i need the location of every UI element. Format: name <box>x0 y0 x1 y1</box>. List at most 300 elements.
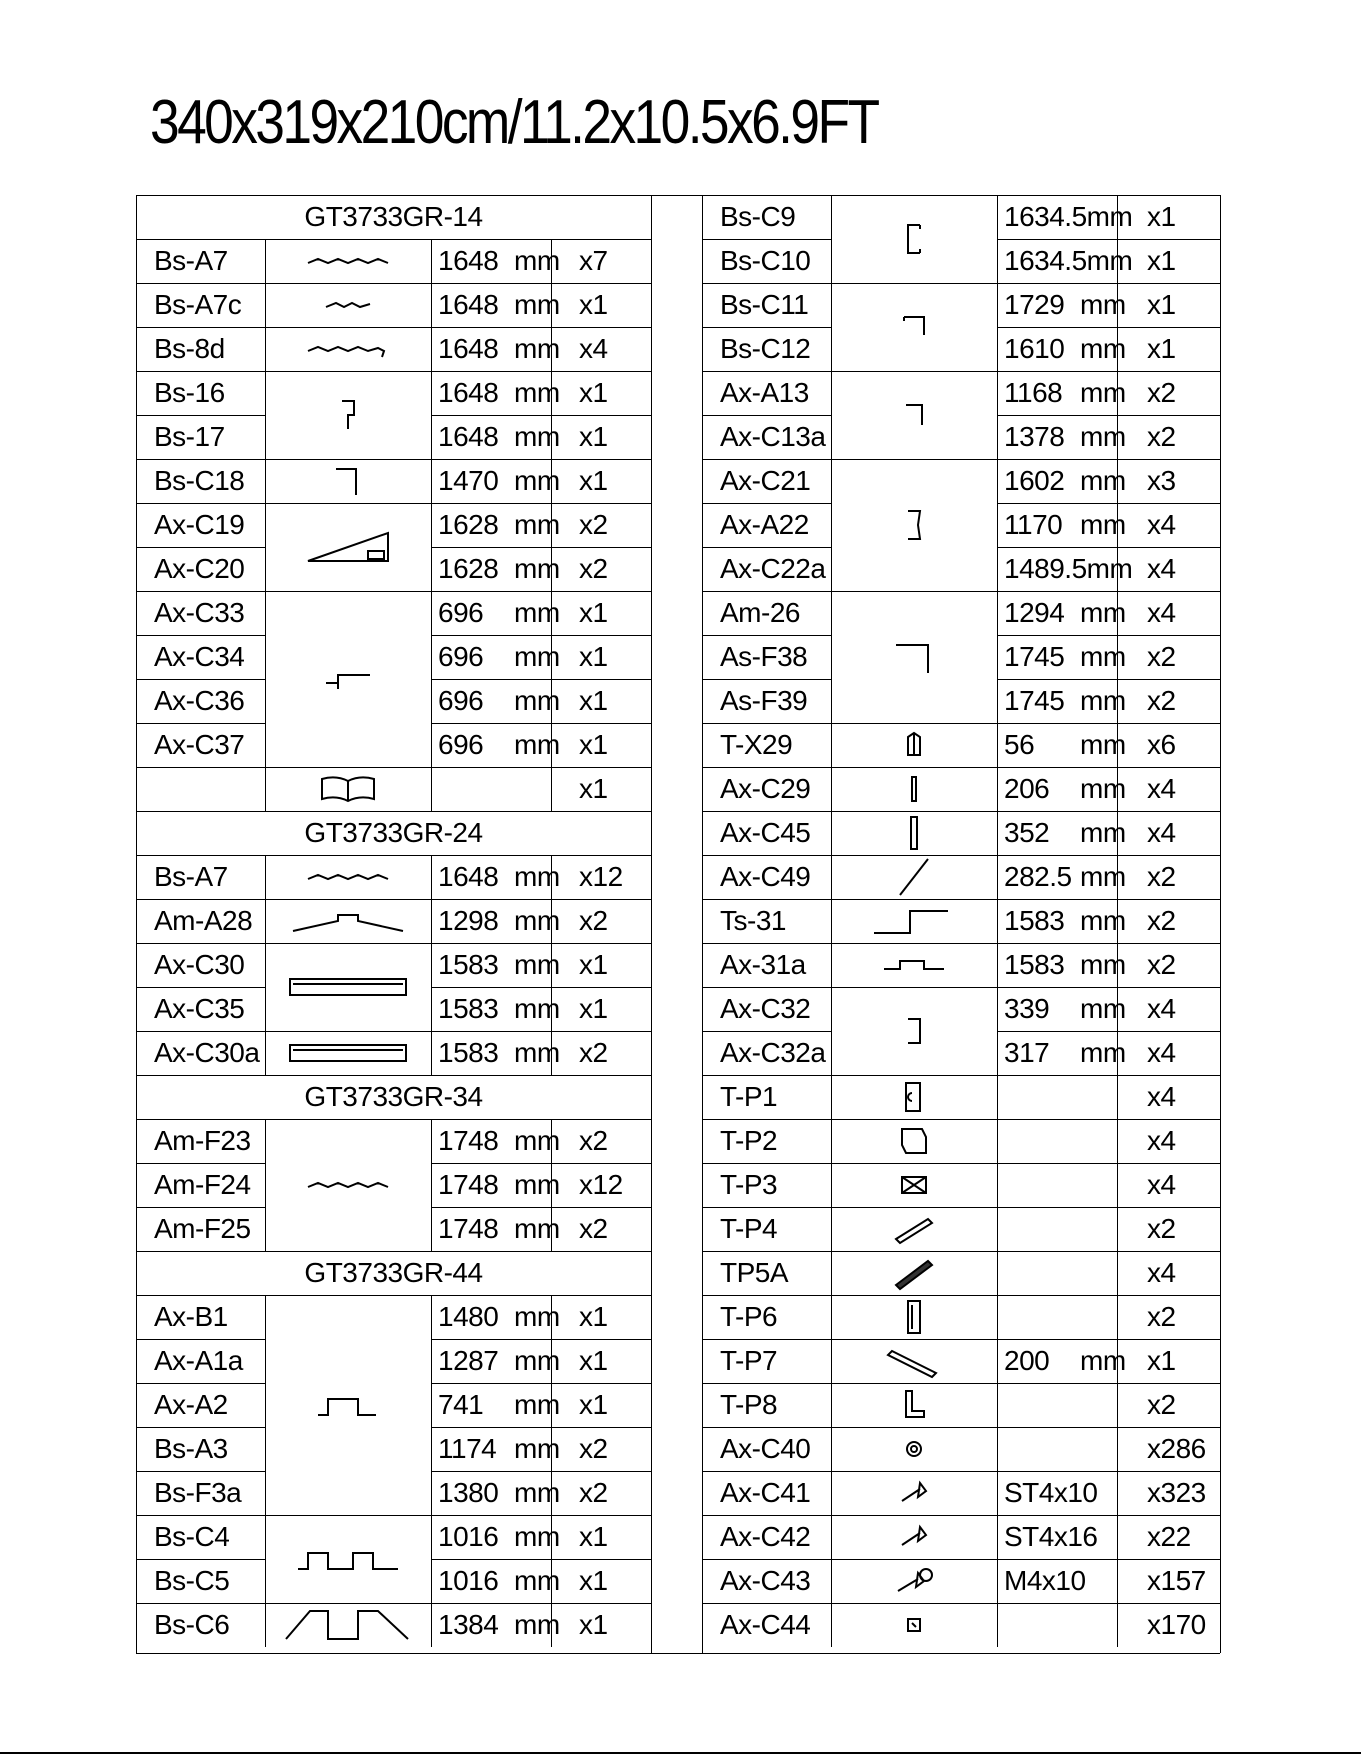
length-cell: 1489.5mm <box>1004 553 1133 584</box>
part-code: T-P2 <box>720 1125 778 1156</box>
u-post-icon <box>831 1295 997 1339</box>
part-code: T-X29 <box>720 729 793 760</box>
length-unit: mm <box>1080 861 1126 892</box>
length-value: 1748 <box>438 1213 499 1244</box>
length-unit: mm <box>1080 949 1126 980</box>
length-cell: M4x10 <box>1004 1565 1086 1596</box>
length-cell <box>997 1339 1124 1383</box>
length-unit: mm <box>514 1037 560 1068</box>
length-cell <box>431 1119 558 1163</box>
length-unit: mm <box>514 1301 560 1332</box>
part-code: Bs-C10 <box>720 245 811 276</box>
part-quantity: x2 <box>1147 641 1176 672</box>
part-quantity: x2 <box>579 1037 608 1068</box>
step-rail-icon <box>831 899 997 943</box>
part-code: Bs-A3 <box>154 1433 228 1464</box>
part-quantity: x4 <box>579 333 608 364</box>
part-code: Bs-C12 <box>720 333 811 364</box>
long-plate-icon <box>831 1339 997 1383</box>
corner-bracket-icon <box>831 1075 997 1119</box>
length-cell <box>431 1603 558 1647</box>
part-code: Ax-C45 <box>720 817 811 848</box>
part-code: Ax-C42 <box>720 1521 811 1552</box>
length-value: 1168 <box>1004 377 1063 408</box>
part-quantity: x1 <box>579 1345 608 1376</box>
part-quantity: x1 <box>579 949 608 980</box>
length-value: 1729 <box>1004 289 1065 320</box>
part-code: Ax-C20 <box>154 553 245 584</box>
part-quantity: x2 <box>1147 949 1176 980</box>
part-code: Ax-31a <box>720 949 806 980</box>
length-cell <box>431 1515 558 1559</box>
length-cell: 1634.5mm <box>1004 245 1133 276</box>
part-quantity: x4 <box>1147 773 1176 804</box>
length-value: 1602 <box>1004 465 1065 496</box>
part-quantity: x4 <box>1147 597 1176 628</box>
length-value: 1378 <box>1004 421 1065 452</box>
hooked-panel-icon <box>265 327 431 371</box>
screw-icon <box>831 1471 997 1515</box>
part-quantity: x1 <box>1147 289 1176 320</box>
end-cap-icon <box>831 1603 997 1647</box>
part-code: Ax-C30a <box>154 1037 260 1068</box>
length-unit: mm <box>1080 421 1126 452</box>
manual-book-icon <box>265 767 431 811</box>
length-unit: mm <box>514 465 560 496</box>
part-quantity: x157 <box>1147 1565 1206 1596</box>
part-code: TP5A <box>720 1257 789 1288</box>
length-cell: ST4x16 <box>1004 1521 1098 1552</box>
part-quantity: x3 <box>1147 465 1176 496</box>
length-unit: mm <box>1080 509 1126 540</box>
part-quantity: x2 <box>1147 905 1176 936</box>
length-value: 1016 <box>438 1565 499 1596</box>
parts-list-table <box>136 195 1220 1653</box>
part-code: Ax-C49 <box>720 861 811 892</box>
length-value: 1648 <box>438 333 499 364</box>
part-code: Bs-A7 <box>154 861 228 892</box>
length-value: 1610 <box>1004 333 1065 364</box>
length-cell <box>431 283 558 327</box>
length-unit: mm <box>514 245 560 276</box>
length-unit: mm <box>514 289 560 320</box>
length-unit: mm <box>514 1169 560 1200</box>
length-unit: mm <box>1080 993 1126 1024</box>
length-value: 1648 <box>438 245 499 276</box>
length-unit: mm <box>514 509 560 540</box>
part-code: Am-F24 <box>154 1169 251 1200</box>
part-quantity: x1 <box>1147 333 1176 364</box>
part-quantity: x1 <box>579 773 608 804</box>
section-header: GT3733GR-44 <box>304 1257 483 1288</box>
length-cell <box>997 679 1124 723</box>
length-unit: mm <box>1080 641 1126 672</box>
length-cell <box>431 591 558 635</box>
length-cell <box>997 1119 1124 1163</box>
part-code: Ax-C37 <box>154 729 245 760</box>
section-header: GT3733GR-34 <box>304 1081 483 1112</box>
length-cell <box>431 327 558 371</box>
short-bar-icon <box>831 767 997 811</box>
length-cell <box>997 855 1124 899</box>
part-quantity: x2 <box>579 1213 608 1244</box>
length-value: 1016 <box>438 1521 499 1552</box>
part-code: Bs-C18 <box>154 465 245 496</box>
length-unit: mm <box>514 1213 560 1244</box>
length-value: 1287 <box>438 1345 499 1376</box>
part-code: T-P7 <box>720 1345 778 1376</box>
length-cell <box>997 415 1124 459</box>
length-unit: mm <box>514 1345 560 1376</box>
length-value: 1294 <box>1004 597 1065 628</box>
part-quantity: x2 <box>579 1477 608 1508</box>
part-quantity: x1 <box>579 685 608 716</box>
part-code: Am-A28 <box>154 905 253 936</box>
angle-profile-icon <box>265 459 431 503</box>
part-quantity: x1 <box>579 641 608 672</box>
length-cell <box>997 327 1124 371</box>
length-unit: mm <box>1080 333 1126 364</box>
part-code: Ax-C22a <box>720 553 826 584</box>
corrugated-panel-icon <box>265 1119 431 1251</box>
length-cell <box>431 503 558 547</box>
length-unit: mm <box>514 1521 560 1552</box>
length-cell <box>997 1251 1124 1295</box>
length-unit: mm <box>514 553 560 584</box>
length-cell <box>431 855 558 899</box>
length-cell <box>997 1031 1124 1075</box>
part-code: Ax-A2 <box>154 1389 228 1420</box>
part-code: Am-F25 <box>154 1213 251 1244</box>
part-quantity: x1 <box>579 597 608 628</box>
l-brace-icon <box>831 591 997 723</box>
length-value: 1583 <box>1004 949 1065 980</box>
part-quantity: x2 <box>579 553 608 584</box>
footer-rule <box>0 1752 1361 1754</box>
length-unit: mm <box>514 861 560 892</box>
length-value: 200 <box>1004 1345 1050 1376</box>
part-quantity: x22 <box>1147 1521 1191 1552</box>
section-header: GT3733GR-14 <box>304 201 483 232</box>
short-panel-icon <box>265 283 431 327</box>
part-quantity: x4 <box>1147 1169 1176 1200</box>
part-quantity: x2 <box>1147 1213 1176 1244</box>
part-quantity: x4 <box>1147 1125 1176 1156</box>
part-code: Am-F23 <box>154 1125 251 1156</box>
length-value: 1648 <box>438 289 499 320</box>
length-unit: mm <box>514 641 560 672</box>
length-unit: mm <box>1080 1037 1126 1068</box>
length-unit: mm <box>514 685 560 716</box>
part-quantity: x4 <box>1147 817 1176 848</box>
angle-icon <box>831 371 997 459</box>
part-quantity: x170 <box>1147 1609 1206 1640</box>
part-code: Bs-C11 <box>720 289 809 320</box>
part-quantity: x4 <box>1147 993 1176 1024</box>
length-value: 282.5 <box>1004 861 1072 892</box>
length-cell <box>997 591 1124 635</box>
length-cell <box>431 987 558 1031</box>
length-cell <box>997 1427 1124 1471</box>
brush-strip-icon <box>831 1251 997 1295</box>
length-value: 1470 <box>438 465 499 496</box>
rail-icon <box>265 943 431 1031</box>
part-code <box>136 767 283 811</box>
length-value: 696 <box>438 729 484 760</box>
part-code: Ax-A1a <box>154 1345 243 1376</box>
length-unit: mm <box>1080 377 1126 408</box>
length-unit: mm <box>514 1433 560 1464</box>
part-code: Ax-C32a <box>720 1037 826 1068</box>
length-value: 1748 <box>438 1169 499 1200</box>
part-code: Ax-C33 <box>154 597 245 628</box>
page-title: 340x319x210cm/11.2x10.5x6.9FT <box>150 88 878 157</box>
part-code: Ax-C29 <box>720 773 811 804</box>
length-cell <box>997 1075 1124 1119</box>
length-unit: mm <box>1080 289 1126 320</box>
ridge-cap-icon <box>265 899 431 943</box>
length-value: 741 <box>438 1389 484 1420</box>
length-value: 1648 <box>438 861 499 892</box>
part-quantity: x12 <box>579 861 623 892</box>
length-value: 1380 <box>438 1477 499 1508</box>
length-unit: mm <box>1080 905 1126 936</box>
length-cell <box>431 1295 558 1339</box>
length-value: 1170 <box>1004 509 1063 540</box>
part-quantity: x1 <box>579 1521 608 1552</box>
part-code: Bs-C6 <box>154 1609 230 1640</box>
length-value: 1583 <box>438 949 499 980</box>
length-cell <box>431 1031 558 1075</box>
door-track-icon <box>265 1603 431 1647</box>
part-code: Ax-C44 <box>720 1609 811 1640</box>
part-code: T-P6 <box>720 1301 778 1332</box>
part-quantity: x4 <box>1147 1081 1176 1112</box>
rail-icon <box>265 1031 431 1075</box>
length-cell <box>997 503 1124 547</box>
part-code: Ax-C43 <box>720 1565 811 1596</box>
section-header: GT3733GR-24 <box>304 817 483 848</box>
length-cell <box>431 679 558 723</box>
part-quantity: x1 <box>579 993 608 1024</box>
part-quantity: x2 <box>1147 685 1176 716</box>
part-code: Bs-A7c <box>154 289 242 320</box>
part-code: Bs-C9 <box>720 201 796 232</box>
part-quantity: x1 <box>1147 201 1176 232</box>
length-unit: mm <box>514 993 560 1024</box>
length-cell <box>997 943 1124 987</box>
length-unit: mm <box>514 333 560 364</box>
part-quantity: x6 <box>1147 729 1176 760</box>
part-code: Ax-C21 <box>720 465 811 496</box>
part-code: Ax-C19 <box>154 509 245 540</box>
length-cell <box>431 899 558 943</box>
length-value: 1648 <box>438 421 499 452</box>
length-value: 1583 <box>438 1037 499 1068</box>
part-code: Bs-F3a <box>154 1477 242 1508</box>
part-quantity: x1 <box>579 1565 608 1596</box>
part-code: Bs-8d <box>154 333 225 364</box>
length-cell <box>431 1559 558 1603</box>
length-unit: mm <box>514 905 560 936</box>
small-c-channel-icon <box>831 987 997 1075</box>
length-value: 56 <box>1004 729 1035 760</box>
z-channel-icon <box>831 283 997 371</box>
length-cell <box>431 459 558 503</box>
c-channel-icon <box>831 195 997 283</box>
length-unit: mm <box>514 1125 560 1156</box>
length-cell <box>997 283 1124 327</box>
length-unit: mm <box>1080 465 1126 496</box>
length-value: 1583 <box>438 993 499 1024</box>
length-cell <box>431 1427 558 1471</box>
length-cell <box>997 1163 1124 1207</box>
diagonal-rod-icon <box>831 855 997 899</box>
ramp-profile-icon <box>265 503 431 591</box>
washer-icon <box>831 1427 997 1471</box>
length-cell <box>431 635 558 679</box>
length-cell <box>431 943 558 987</box>
part-code: Ax-A13 <box>720 377 809 408</box>
part-code: Bs-16 <box>154 377 225 408</box>
part-code: Ax-C34 <box>154 641 245 672</box>
bolt-nut-icon <box>831 1559 997 1603</box>
part-code: Ts-31 <box>720 905 786 936</box>
length-value: 317 <box>1004 1037 1050 1068</box>
length-cell <box>997 371 1124 415</box>
part-code: T-P4 <box>720 1213 778 1244</box>
length-unit: mm <box>514 729 560 760</box>
part-code: Ax-C30 <box>154 949 245 980</box>
length-cell <box>431 1383 558 1427</box>
part-quantity: x2 <box>1147 1389 1176 1420</box>
part-quantity: x4 <box>1147 1037 1176 1068</box>
length-value: 1583 <box>1004 905 1065 936</box>
handle-icon <box>831 1207 997 1251</box>
length-cell <box>431 723 558 767</box>
part-code: As-F38 <box>720 641 808 672</box>
part-quantity: x2 <box>579 509 608 540</box>
length-cell <box>431 767 558 811</box>
part-quantity: x2 <box>579 1125 608 1156</box>
part-code: As-F39 <box>720 685 808 716</box>
part-quantity: x2 <box>579 905 608 936</box>
length-cell <box>431 1207 558 1251</box>
length-cell <box>431 1339 558 1383</box>
part-quantity: x4 <box>1147 553 1176 584</box>
part-quantity: x2 <box>1147 421 1176 452</box>
part-quantity: x1 <box>579 1389 608 1420</box>
part-code: Ax-A22 <box>720 509 809 540</box>
length-unit: mm <box>1080 817 1126 848</box>
part-quantity: x1 <box>1147 245 1176 276</box>
corrugated-panel-icon <box>265 855 431 899</box>
length-value: 206 <box>1004 773 1050 804</box>
step-channel-icon <box>265 591 431 767</box>
part-code: Bs-C4 <box>154 1521 230 1552</box>
length-cell: ST4x10 <box>1004 1477 1098 1508</box>
length-value: 352 <box>1004 817 1050 848</box>
length-unit: mm <box>514 1389 560 1420</box>
part-code: Bs-17 <box>154 421 225 452</box>
length-cell <box>431 1163 558 1207</box>
part-code: T-P1 <box>720 1081 778 1112</box>
part-code: Ax-C13a <box>720 421 826 452</box>
length-cell <box>997 1383 1124 1427</box>
length-unit: mm <box>514 1565 560 1596</box>
length-cell <box>997 767 1124 811</box>
length-cell <box>997 1295 1124 1339</box>
table-bottom-border <box>136 1653 1220 1654</box>
length-value: 1745 <box>1004 685 1065 716</box>
part-quantity: x4 <box>1147 1257 1176 1288</box>
length-unit: mm <box>514 1609 560 1640</box>
length-value: 1298 <box>438 905 499 936</box>
length-value: 1745 <box>1004 641 1065 672</box>
length-unit: mm <box>1080 773 1126 804</box>
length-unit: mm <box>1080 1345 1126 1376</box>
part-quantity: x12 <box>579 1169 623 1200</box>
length-value: 1648 <box>438 377 499 408</box>
length-value: 696 <box>438 641 484 672</box>
part-code: Am-26 <box>720 597 800 628</box>
part-quantity: x323 <box>1147 1477 1206 1508</box>
part-quantity: x1 <box>579 421 608 452</box>
part-quantity: x1 <box>579 465 608 496</box>
plate-bracket-icon <box>831 1119 997 1163</box>
length-unit: mm <box>514 421 560 452</box>
length-value: 1174 <box>438 1433 497 1464</box>
length-cell <box>431 239 558 283</box>
part-code: T-P8 <box>720 1389 778 1420</box>
length-value: 1748 <box>438 1125 499 1156</box>
part-code: Ax-C36 <box>154 685 245 716</box>
part-quantity: x7 <box>579 245 608 276</box>
part-quantity: x286 <box>1147 1433 1206 1464</box>
length-unit: mm <box>514 377 560 408</box>
length-value: 1480 <box>438 1301 499 1332</box>
length-unit: mm <box>1080 729 1126 760</box>
part-quantity: x1 <box>579 377 608 408</box>
length-cell <box>997 987 1124 1031</box>
length-unit: mm <box>514 597 560 628</box>
length-cell: 1634.5mm <box>1004 201 1133 232</box>
length-cell <box>431 415 558 459</box>
length-cell <box>431 1471 558 1515</box>
length-cell <box>431 371 558 415</box>
length-cell <box>997 459 1124 503</box>
part-quantity: x1 <box>579 729 608 760</box>
part-code: Ax-C32 <box>720 993 811 1024</box>
part-code: Bs-C5 <box>154 1565 230 1596</box>
screw-icon <box>831 1515 997 1559</box>
connector-icon <box>831 723 997 767</box>
length-cell <box>997 899 1124 943</box>
length-unit: mm <box>514 949 560 980</box>
part-quantity: x4 <box>1147 509 1176 540</box>
part-quantity: x1 <box>579 289 608 320</box>
length-value: 1628 <box>438 553 499 584</box>
length-value: 696 <box>438 685 484 716</box>
length-value: 1384 <box>438 1609 499 1640</box>
part-quantity: x2 <box>1147 861 1176 892</box>
part-quantity: x1 <box>579 1301 608 1332</box>
part-code: Ax-C41 <box>720 1477 811 1508</box>
part-quantity: x2 <box>1147 1301 1176 1332</box>
part-code: Bs-A7 <box>154 245 228 276</box>
hat-channel-icon <box>265 1295 431 1515</box>
corrugated-panel-icon <box>265 239 431 283</box>
